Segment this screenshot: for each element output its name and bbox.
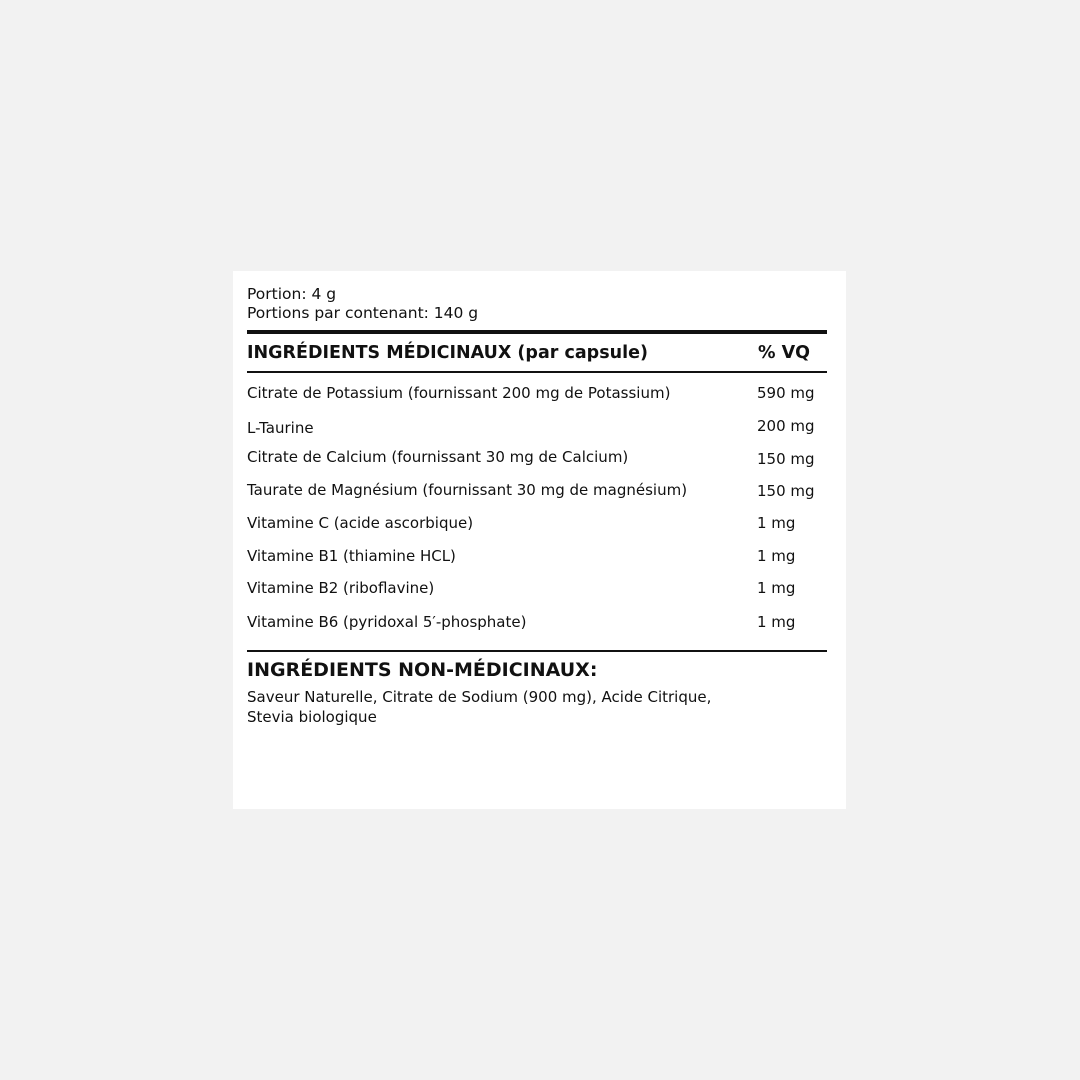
ingredient-amount: 150 mg bbox=[757, 450, 815, 468]
portions-per-container: Portions par contenant: 140 g bbox=[247, 304, 479, 322]
non-medicinal-line: Stevia biologique bbox=[247, 708, 377, 726]
non-medicinal-ingredients bbox=[247, 687, 807, 727]
ingredient-name: Citrate de Potassium (fournissant 200 mg de Potassium) bbox=[247, 384, 671, 402]
medicinal-header-title: INGRÉDIENTS MÉDICINAUX (par capsule) bbox=[247, 343, 648, 363]
non-medicinal-line: Saveur Naturelle, Citrate de Sodium (900 mg), Acide Citrique, bbox=[247, 688, 712, 706]
ingredient-amount: 1 mg bbox=[757, 547, 796, 565]
daily-value-header: % VQ bbox=[758, 343, 811, 363]
supplement-facts-panel bbox=[233, 271, 846, 809]
ingredient-amount: 1 mg bbox=[757, 613, 796, 631]
ingredient-name: Vitamine C (acide ascorbique) bbox=[247, 514, 474, 532]
ingredient-amount: 1 mg bbox=[757, 514, 796, 532]
ingredient-name: Citrate de Calcium (fournissant 30 mg de Calcium) bbox=[247, 448, 629, 466]
ingredient-row bbox=[247, 611, 827, 633]
ingredient-row bbox=[247, 512, 827, 534]
medicinal-header-row bbox=[247, 341, 827, 365]
header-divider bbox=[247, 371, 827, 373]
thick-divider bbox=[247, 330, 827, 334]
ingredient-row bbox=[247, 577, 827, 599]
ingredient-name: Taurate de Magnésium (fournissant 30 mg de magnésium) bbox=[247, 481, 688, 499]
ingredient-row bbox=[247, 416, 827, 438]
ingredient-amount: 200 mg bbox=[757, 417, 815, 435]
ingredient-row bbox=[247, 446, 827, 468]
ingredient-amount: 1 mg bbox=[757, 579, 796, 597]
ingredient-amount: 150 mg bbox=[757, 482, 815, 500]
non-medicinal-title: INGRÉDIENTS NON-MÉDICINAUX: bbox=[247, 659, 598, 681]
ingredient-name: L-Taurine bbox=[247, 419, 314, 437]
ingredient-name: Vitamine B1 (thiamine HCL) bbox=[247, 547, 456, 565]
ingredient-amount: 590 mg bbox=[757, 384, 815, 402]
ingredient-row bbox=[247, 382, 827, 404]
ingredient-row bbox=[247, 545, 827, 567]
ingredient-name: Vitamine B2 (riboflavine) bbox=[247, 579, 435, 597]
ingredient-name: Vitamine B6 (pyridoxal 5′-phosphate) bbox=[247, 613, 527, 631]
section-divider bbox=[247, 650, 827, 652]
portion-size: Portion: 4 g bbox=[247, 285, 337, 303]
ingredient-row bbox=[247, 479, 827, 501]
